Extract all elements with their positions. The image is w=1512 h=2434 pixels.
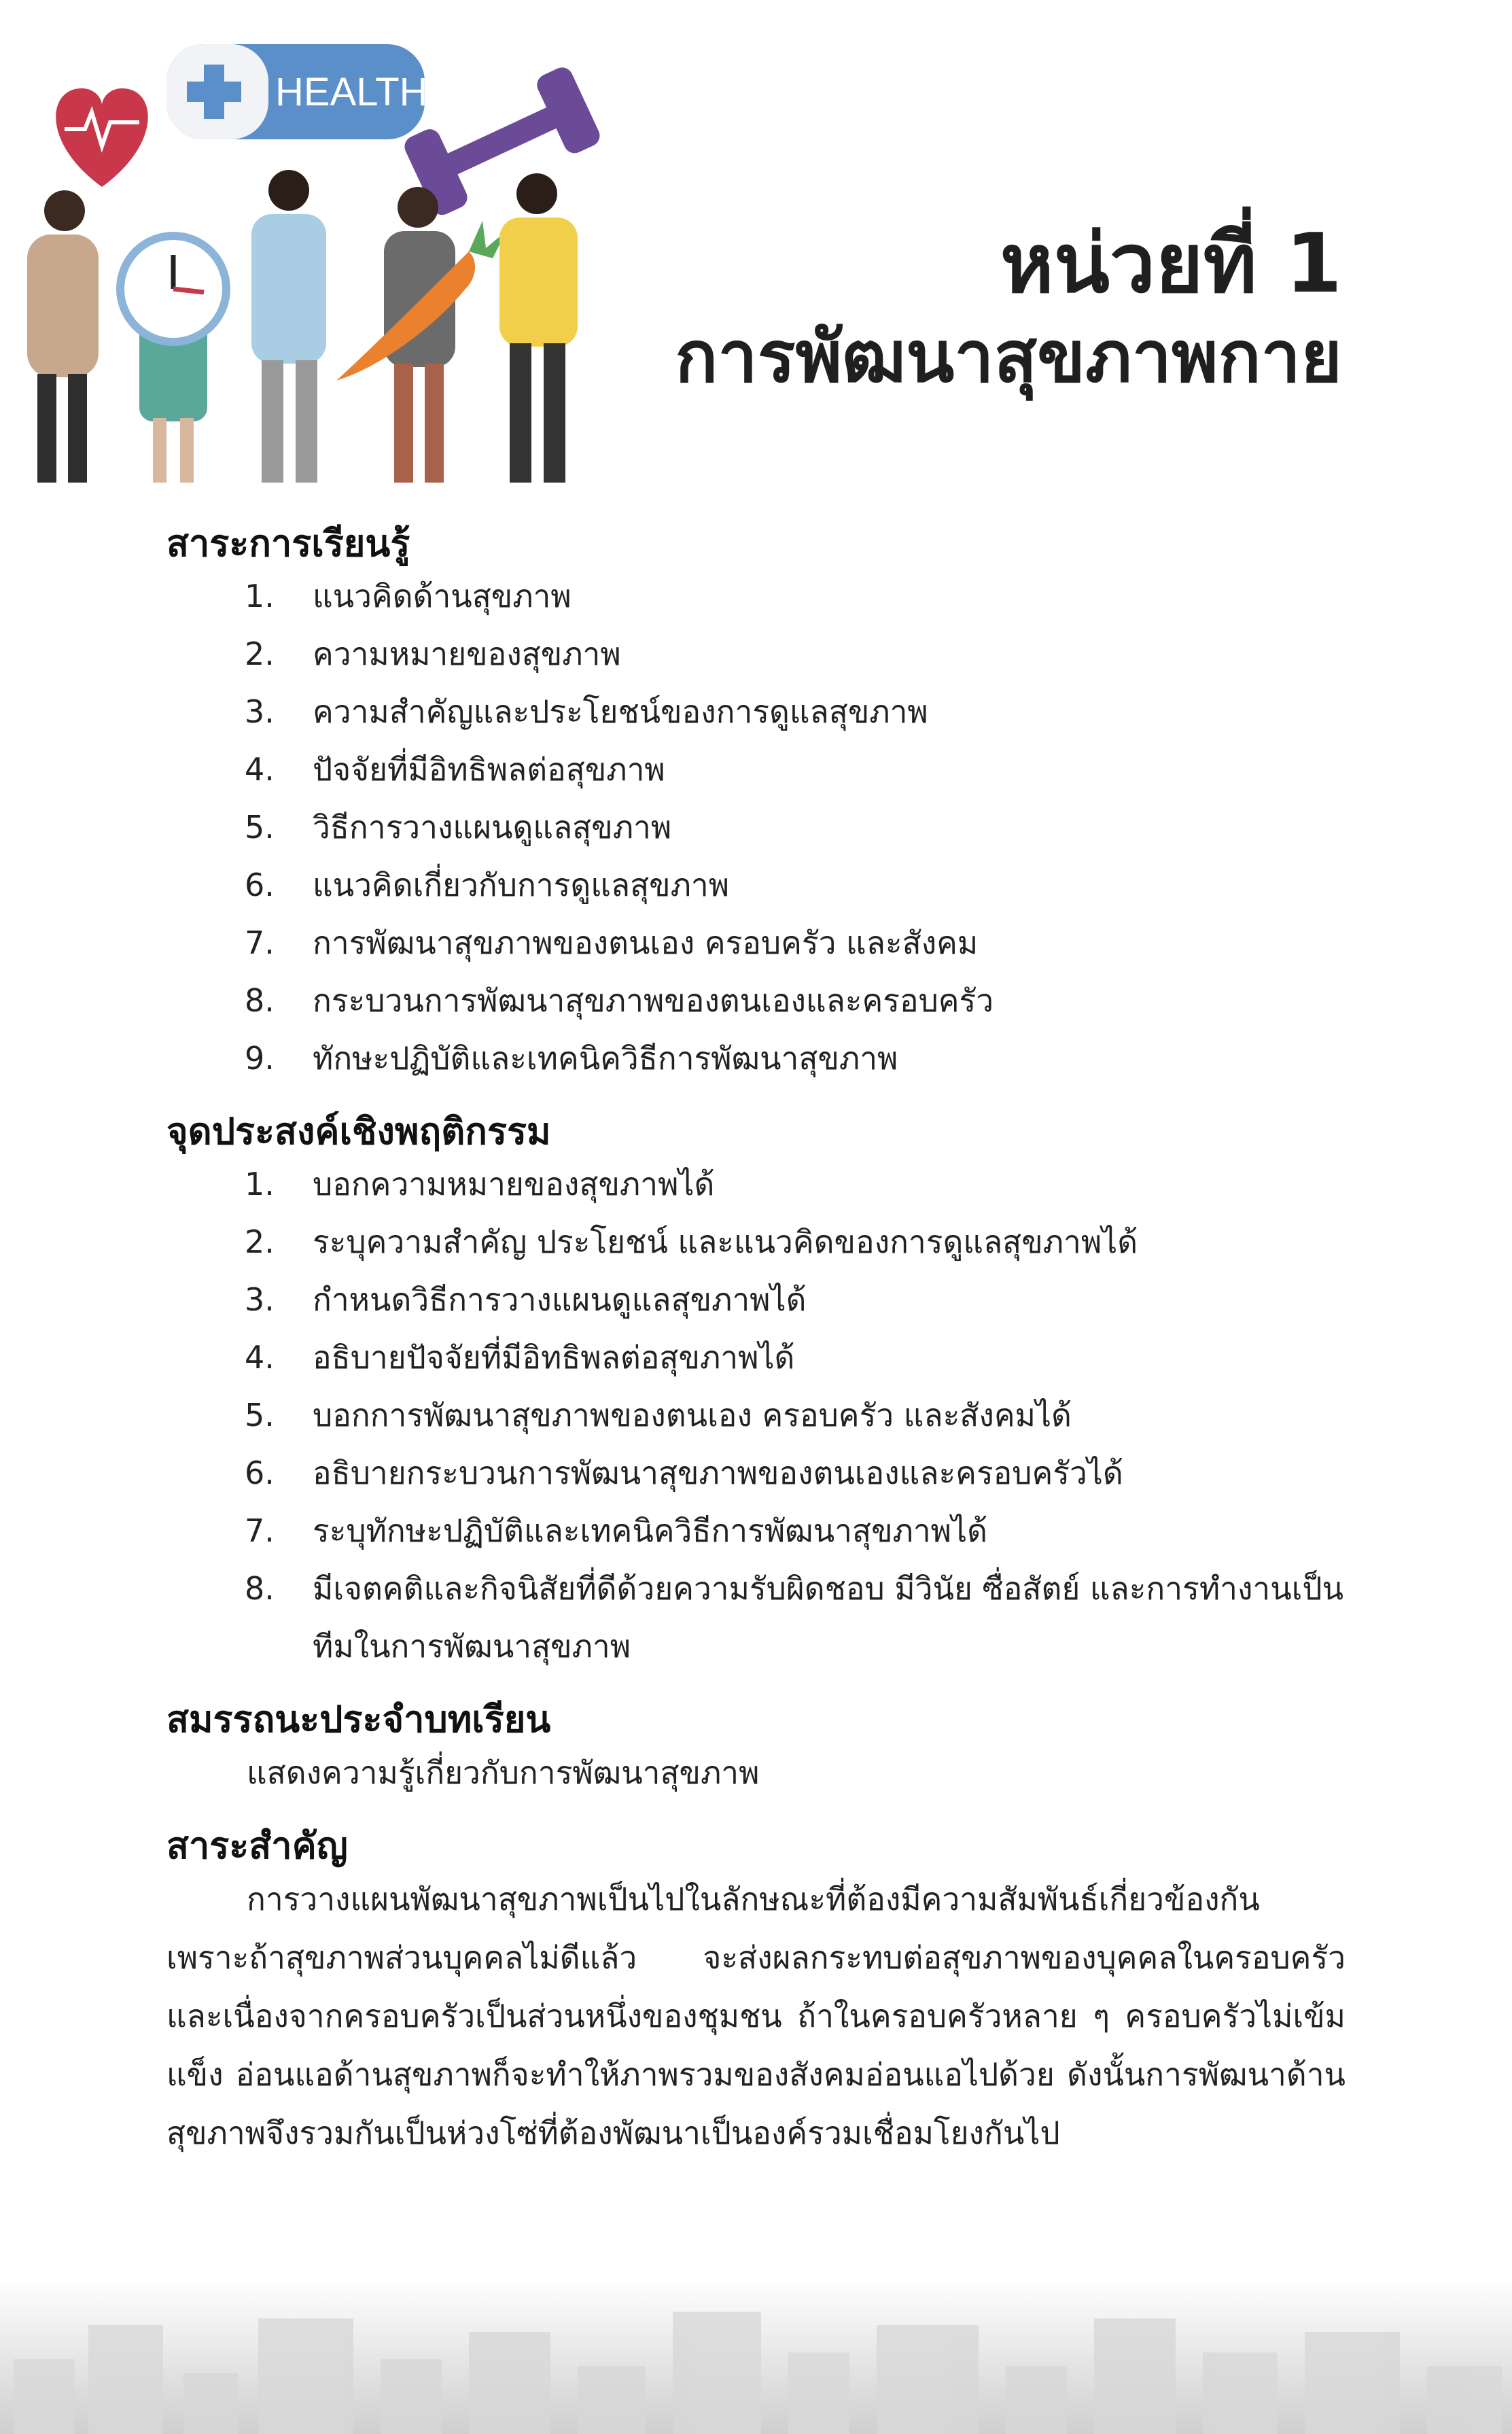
learning-content-item-number: 4. [245,751,275,788]
objective-item [166,1213,1346,1271]
essence-heading: สาระสำคัญ [166,1824,348,1867]
learning-content-item-number: 9. [245,1040,275,1077]
objective-item-text: อธิบายกระบวนการพัฒนาสุขภาพของตนเองและครอบครัวได้ [313,1455,1123,1492]
objective-item [166,1271,1346,1329]
learning-content-item [166,741,1346,799]
objective-item [166,1155,1346,1213]
learning-content-item-number: 5. [245,809,275,846]
learning-content-item [166,1030,1346,1088]
learning-content-item-number: 7. [245,924,275,962]
person-figure [499,173,578,483]
learning-content-item-number: 1. [245,578,275,615]
city-skyline-decoration [0,2278,1512,2434]
objective-item-text: อธิบายปัจจัยที่มีอิทธิพลต่อสุขภาพได้ [313,1339,795,1376]
objective-item [166,1387,1346,1444]
learning-content-item-text: การพัฒนาสุขภาพของตนเอง ครอบครัว และสังคม [313,924,979,962]
learning-content-heading: สาระการเรียนรู้ [166,522,410,565]
learning-content-item-text: แนวคิดเกี่ยวกับการดูแลสุขภาพ [313,867,730,904]
learning-content-item-number: 2. [245,636,275,673]
objective-item-text: กำหนดวิธีการวางแผนดูแลสุขภาพได้ [313,1281,807,1319]
learning-content-item-text: แนวคิดด้านสุขภาพ [313,578,572,615]
heart-icon [56,88,148,187]
objective-item-number: 3. [245,1281,275,1319]
page-content [166,520,1346,2162]
unit-heading [675,218,1342,398]
person-figure [27,190,99,483]
objective-item [166,1560,1346,1675]
essence-paragraph: การวางแผนพัฒนาสุขภาพเป็นไปในลักษณะที่ต้องมีความสัมพันธ์เกี่ยวข้องกัน เพราะถ้าสุขภาพส่วนบุคคลไม่ดีแล้ว จะส่งผลกระทบต่อสุขภาพของบุคคลในครอบครัว และเนื่องจากครอบครัวเป็นส่วนหนึ่งของชุมชน ถ้าในครอบครัวหลาย ๆ ครอบครัวไม่เข้มแข็ง อ่อนแอด้านสุขภาพก็จะทำให้ภาพรวมของสังคมอ่อนแอไปด้วย ดังนั้นการพัฒนาด้านสุขภาพจึงรวมกันเป็นห่วงโซ่ที่ต้องพัฒนาเป็นองค์รวมเชื่อมโยงกันไป [166,1880,1346,2151]
competency-heading: สมรรถนะประจำบทเรียน [166,1698,551,1741]
objective-item-text: บอกความหมายของสุขภาพได้ [313,1166,715,1203]
objective-item-text: มีเจตคติและกิจนิสัยที่ดีด้วยความรับผิดชอบ มีวินัย ซื่อสัตย์ และการทำงานเป็นทีมในการพัฒนาสุขภาพ [313,1570,1344,1665]
health-badge-icon [166,44,428,139]
health-badge-label: HEALTH [275,70,428,114]
objective-item-text: ระบุทักษะปฏิบัติและเทคนิควิธีการพัฒนาสุขภาพได้ [313,1512,987,1550]
learning-content-item-text: วิธีการวางแผนดูแลสุขภาพ [313,809,672,846]
objectives-list [166,1155,1346,1675]
learning-content-list [166,568,1346,1088]
unit-number: หน่วยที่ 1 [1000,217,1342,311]
objective-item [166,1329,1346,1387]
learning-content-item-text: ปัจจัยที่มีอิทธิพลต่อสุขภาพ [313,751,665,788]
objective-item-number: 1. [245,1166,275,1203]
objective-item-number: 6. [245,1455,275,1492]
competency-text: แสดงความรู้เกี่ยวกับการพัฒนาสุขภาพ [247,1754,760,1791]
objective-item-number: 4. [245,1339,275,1376]
health-people-illustration [0,27,612,489]
learning-content-item [166,972,1346,1030]
learning-content-item [166,856,1346,914]
objective-item-number: 7. [245,1512,275,1550]
objective-item-text: ระบุความสำคัญ ประโยชน์ และแนวคิดของการดูแลสุขภาพได้ [313,1223,1138,1261]
learning-content-item [166,625,1346,683]
learning-content-item [166,683,1346,741]
learning-content-item-text: ความสำคัญและประโยชน์ของการดูแลสุขภาพ [313,693,928,731]
objectives-heading: จุดประสงค์เชิงพฤติกรรม [166,1110,551,1153]
learning-content-item-text: กระบวนการพัฒนาสุขภาพของตนเองและครอบครัว [313,982,994,1020]
learning-content-item [166,914,1346,972]
person-figure [251,170,326,483]
learning-content-item [166,568,1346,625]
objective-item [166,1444,1346,1502]
objective-item-number: 2. [245,1223,275,1261]
objective-item-number: 8. [245,1570,275,1607]
clock-icon [120,236,226,483]
objective-item-text: บอกการพัฒนาสุขภาพของตนเอง ครอบครัว และสังคมได้ [313,1397,1072,1434]
objective-item-number: 5. [245,1397,275,1434]
objective-item [166,1502,1346,1560]
learning-content-item-text: ทักษะปฏิบัติและเทคนิควิธีการพัฒนาสุขภาพ [313,1040,898,1077]
learning-content-item-text: ความหมายของสุขภาพ [313,636,621,673]
learning-content-item [166,799,1346,856]
learning-content-item-number: 3. [245,693,275,731]
learning-content-item-number: 6. [245,867,275,904]
learning-content-item-number: 8. [245,982,275,1020]
unit-title: การพัฒนาสุขภาพกาย [675,315,1342,398]
